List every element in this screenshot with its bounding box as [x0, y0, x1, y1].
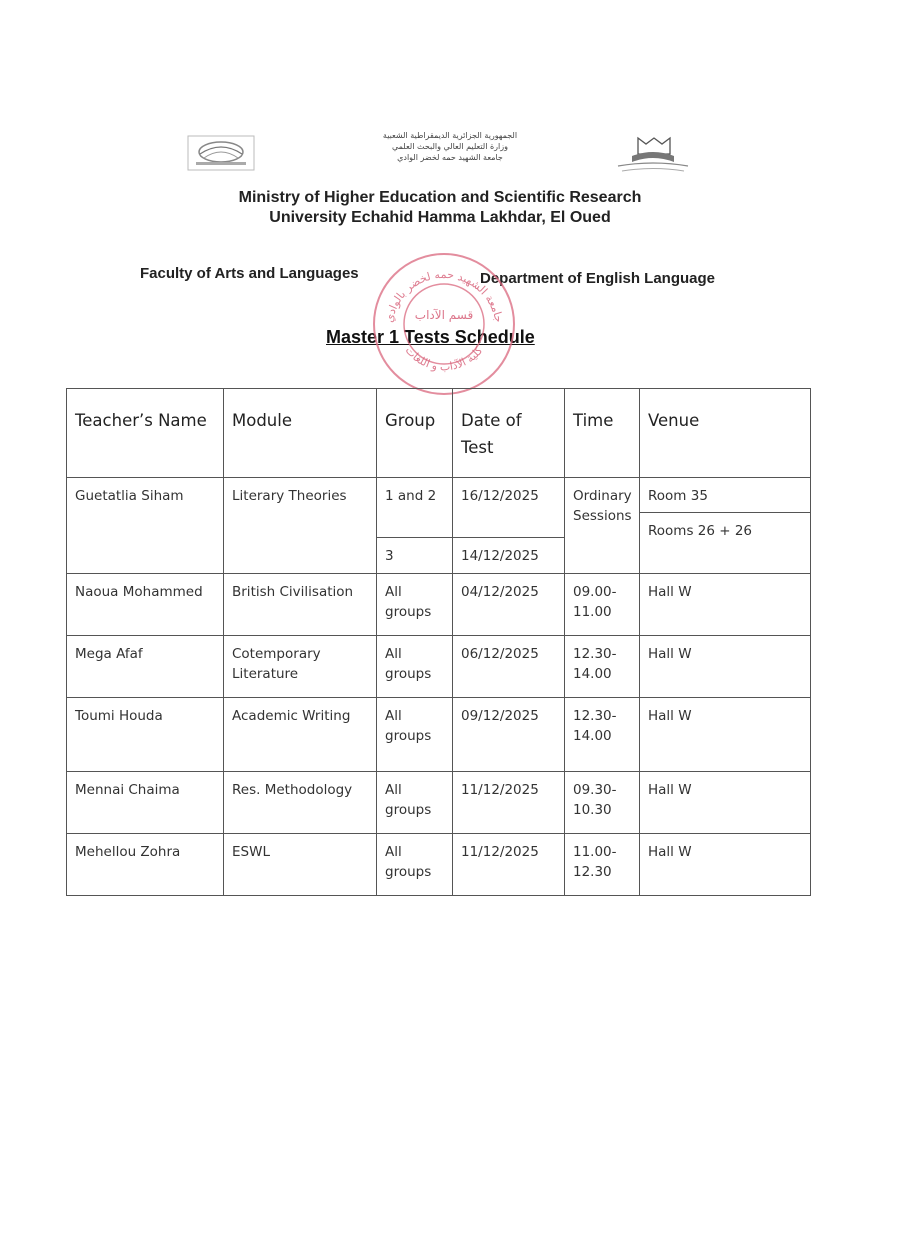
- header-teacher: Teacher’s Name: [67, 389, 224, 478]
- cell-module: Literary Theories: [224, 478, 377, 574]
- cell-time: 11.00-12.30: [565, 834, 640, 896]
- cell-date: 14/12/2025: [453, 538, 565, 574]
- cell-module: British Civilisation: [224, 574, 377, 636]
- cell-group: All groups: [377, 772, 453, 834]
- cell-time: 09.00-11.00: [565, 574, 640, 636]
- cell-teacher: Guetatlia Siham: [67, 478, 224, 574]
- header-module: Module: [224, 389, 377, 478]
- header-venue: Venue: [640, 389, 811, 478]
- arabic-line: وزارة التعليم العالي والبحث العلمي: [392, 142, 508, 151]
- official-stamp: [364, 244, 524, 404]
- ministry-name: Ministry of Higher Education and Scientific Research: [238, 189, 642, 206]
- cell-time: 09.30-10.30: [565, 772, 640, 834]
- department-name: Department of English Language: [480, 270, 716, 287]
- cell-venue: Hall W: [640, 574, 811, 636]
- table-row: [67, 574, 811, 636]
- cell-venue: Hall W: [640, 636, 811, 698]
- table-row: [67, 834, 811, 896]
- cell-venue: Hall W: [640, 834, 811, 896]
- header-time: Time: [565, 389, 640, 478]
- cell-date: 16/12/2025: [453, 478, 565, 538]
- cell-teacher: Naoua Mohammed: [67, 574, 224, 636]
- cell-venue: Hall W: [640, 772, 811, 834]
- cell-teacher: Mennai Chaima: [67, 772, 224, 834]
- table-row: [67, 772, 811, 834]
- cell-group: 3: [377, 538, 453, 574]
- cell-date: 06/12/2025: [453, 636, 565, 698]
- cell-venue: [640, 478, 811, 574]
- university-name: University Echahid Hamma Lakhdar, El Oued: [269, 209, 611, 226]
- svg-text:قسم الآداب: قسم الآداب: [414, 308, 474, 322]
- schedule-table: [66, 388, 811, 896]
- cell-date: 09/12/2025: [453, 698, 565, 772]
- cell-venue: Hall W: [640, 698, 811, 772]
- cell-date: 11/12/2025: [453, 772, 565, 834]
- cell-group: 1 and 2: [377, 478, 453, 538]
- cell-group: All groups: [377, 698, 453, 772]
- cell-module: Cotemporary Literature: [224, 636, 377, 698]
- page-title: Master 1 Tests Schedule: [326, 327, 535, 347]
- cell-module: ESWL: [224, 834, 377, 896]
- cell-time: 12.30-14.00: [565, 698, 640, 772]
- header-group: Group: [377, 389, 453, 478]
- university-logo: [186, 132, 256, 172]
- faculty-logo: [612, 134, 694, 176]
- cell-time: 12.30-14.00: [565, 636, 640, 698]
- cell-module: Res. Methodology: [224, 772, 377, 834]
- arabic-line: الجمهورية الجزائرية الديمقراطية الشعبية: [382, 131, 518, 140]
- cell-teacher: Toumi Houda: [67, 698, 224, 772]
- cell-teacher: Mega Afaf: [67, 636, 224, 698]
- table-row: [67, 698, 811, 772]
- cell-date: 04/12/2025: [453, 574, 565, 636]
- venue-rooms-26: Rooms 26 + 26: [648, 523, 753, 539]
- cell-module: Academic Writing: [224, 698, 377, 772]
- arabic-header: [330, 130, 570, 163]
- cell-group: All groups: [377, 636, 453, 698]
- faculty-name: Faculty of Arts and Languages: [140, 265, 359, 282]
- arabic-line: جامعة الشهيد حمه لخضر الوادي: [397, 153, 503, 162]
- svg-text:كلية الآداب و اللغات: كلية الآداب و اللغات: [402, 343, 486, 374]
- header-date: Date of Test: [453, 389, 565, 478]
- cell-time: Ordinary Sessions: [565, 478, 640, 574]
- ministry-block: [200, 188, 680, 228]
- table-row: [67, 478, 811, 538]
- cell-date: 11/12/2025: [453, 834, 565, 896]
- table-row: [67, 636, 811, 698]
- cell-group: All groups: [377, 574, 453, 636]
- venue-room-35: Room 35: [640, 478, 810, 513]
- svg-text:جامعة الشهيد حمه لخضر بالوادي: جامعة الشهيد حمه لخضر بالوادي: [382, 267, 506, 324]
- cell-teacher: Mehellou Zohra: [67, 834, 224, 896]
- table-header-row: [67, 389, 811, 478]
- cell-group: All groups: [377, 834, 453, 896]
